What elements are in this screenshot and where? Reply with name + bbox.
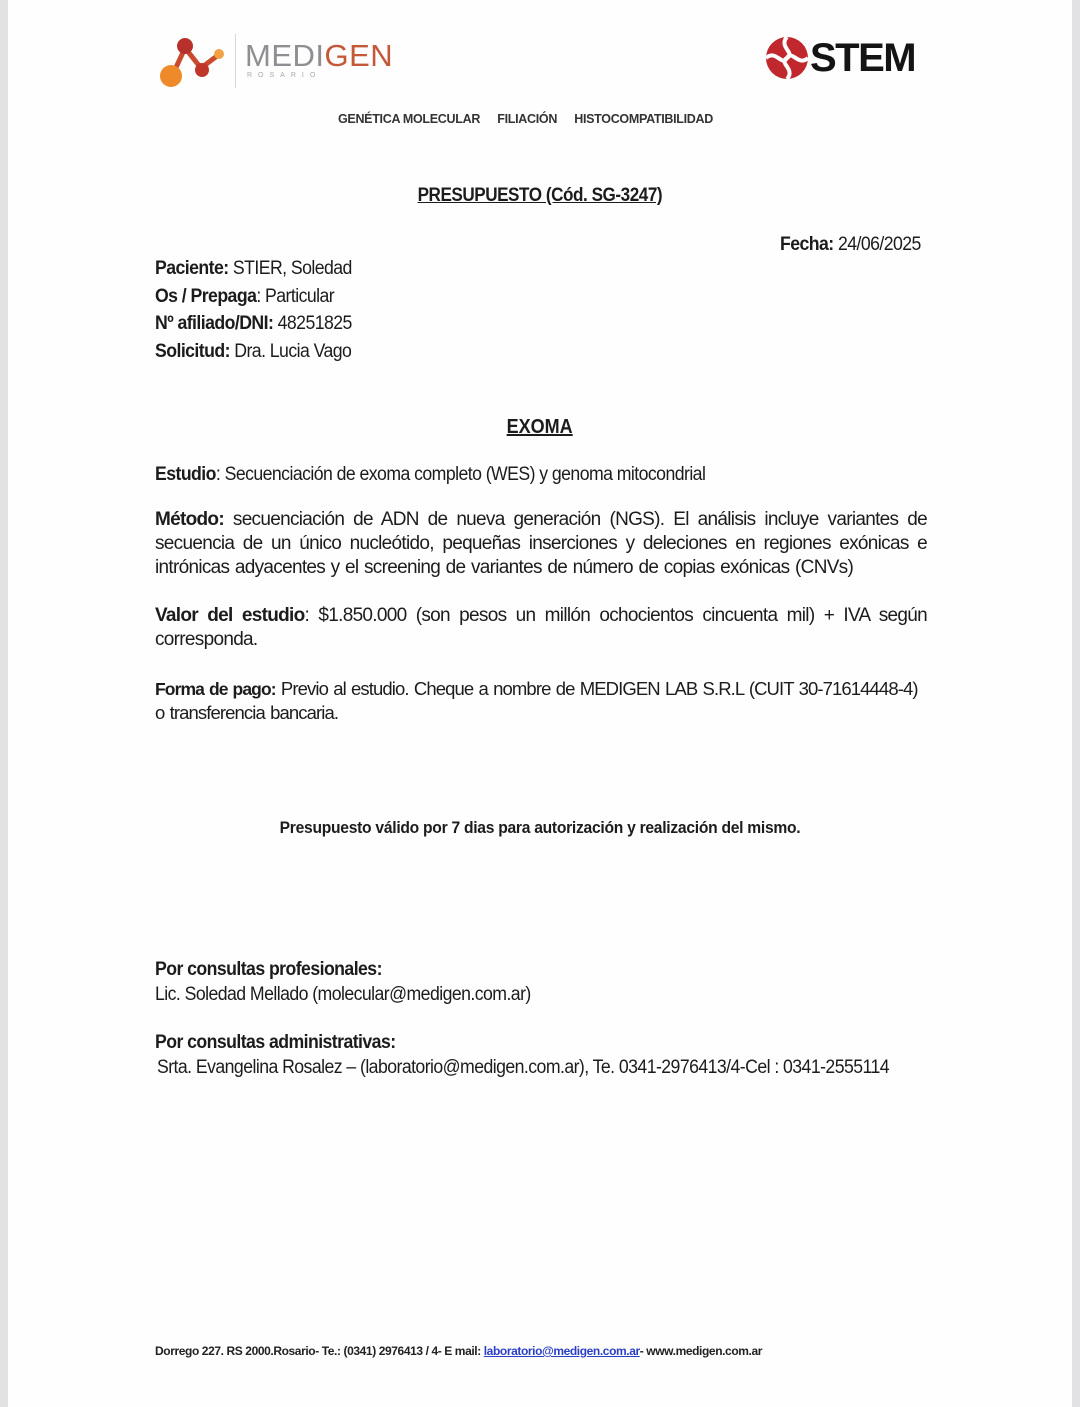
method-paragraph xyxy=(155,508,927,580)
field-label: Nº afiliado/DNI: xyxy=(155,313,274,334)
date-value: 24/06/2025 xyxy=(837,234,921,255)
price-label: Valor del estudio xyxy=(155,605,305,626)
dni-field xyxy=(155,313,352,335)
payment-label: Forma de pago: xyxy=(155,679,276,699)
study-value: : Secuenciación de exoma completo (WES) y genoma mitocondrial xyxy=(215,464,706,485)
molecule-icon xyxy=(155,30,235,92)
service-filiacion: FILIACIÓN xyxy=(497,112,558,126)
field-value: : Particular xyxy=(256,286,335,307)
date-line xyxy=(780,234,921,256)
field-value: Dra. Lucia Vago xyxy=(234,341,352,362)
method-value: secuenciación de ADN de nueva generación (NGS). El análisis incluye variantes de secuencia de un único nucleótido, pequeñas inserciones y deleciones en regiones exónicas e intrónicas adyacentes y el screening de variantes de número de copias exónicas (CNVs) xyxy=(155,509,927,578)
study-label: Estudio xyxy=(155,464,216,485)
price-paragraph xyxy=(155,604,927,652)
date-label: Fecha: xyxy=(780,234,834,255)
stem-logo xyxy=(760,32,930,84)
services-line xyxy=(338,112,727,126)
field-value: STIER, Soledad xyxy=(232,258,352,279)
medigen-wordmark: MEDIGEN xyxy=(245,38,394,73)
validity-notice: Presupuesto válido por 7 dias para autorización y realización del mismo. xyxy=(279,818,801,837)
field-value: 48251825 xyxy=(277,313,352,334)
contact-detail-professional: Lic. Soledad Mellado (molecular@medigen.com.ar) xyxy=(155,984,531,1005)
contact-heading-admin: Por consultas administrativas: xyxy=(155,1032,396,1053)
stem-wordmark: STEM xyxy=(810,36,916,80)
field-label: Paciente: xyxy=(155,258,229,279)
footer-email-link[interactable]: laboratorio@medigen.com.ar xyxy=(483,1344,640,1358)
section-title: EXOMA xyxy=(506,416,574,438)
footer-address xyxy=(155,1344,762,1358)
coverage-field xyxy=(155,286,334,308)
payment-paragraph xyxy=(155,677,927,725)
field-label: Os / Prepaga xyxy=(155,286,257,307)
field-label: Solicitud: xyxy=(155,341,230,362)
footer-address-text: Dorrego 227. RS 2000.Rosario- Te.: (0341) 2976413 / 4- E mail: xyxy=(155,1344,484,1358)
stem-emblem-icon xyxy=(764,35,810,81)
contact-detail-admin: Srta. Evangelina Rosalez – (laboratorio@medigen.com.ar), Te. 0341-2976413/4-Cel : 0341-2555114 xyxy=(157,1057,889,1078)
contact-heading-professional: Por consultas profesionales: xyxy=(155,959,382,980)
price-value: : $1.850.000 (son pesos un millón ochocientos cincuenta mil) + IVA según corresponda. xyxy=(155,605,927,650)
service-histocompatibilidad: HISTOCOMPATIBILIDAD xyxy=(574,112,713,126)
medigen-logo xyxy=(155,30,405,92)
document-title: PRESUPUESTO (Cód. SG-3247) xyxy=(417,185,663,206)
study-line xyxy=(155,464,705,486)
payment-value: Previo al estudio. Cheque a nombre de MEDIGEN LAB S.R.L (CUIT 30-71614448-4) o transferencia bancaria. xyxy=(155,678,918,723)
service-genetica: GENÉTICA MOLECULAR xyxy=(338,112,481,126)
medigen-subtitle: ROSARIO xyxy=(247,72,322,79)
patient-field xyxy=(155,258,352,280)
requester-field xyxy=(155,341,351,363)
footer-website: - www.medigen.com.ar xyxy=(639,1344,763,1358)
logo-divider xyxy=(235,34,236,88)
method-label: Método: xyxy=(155,509,224,530)
